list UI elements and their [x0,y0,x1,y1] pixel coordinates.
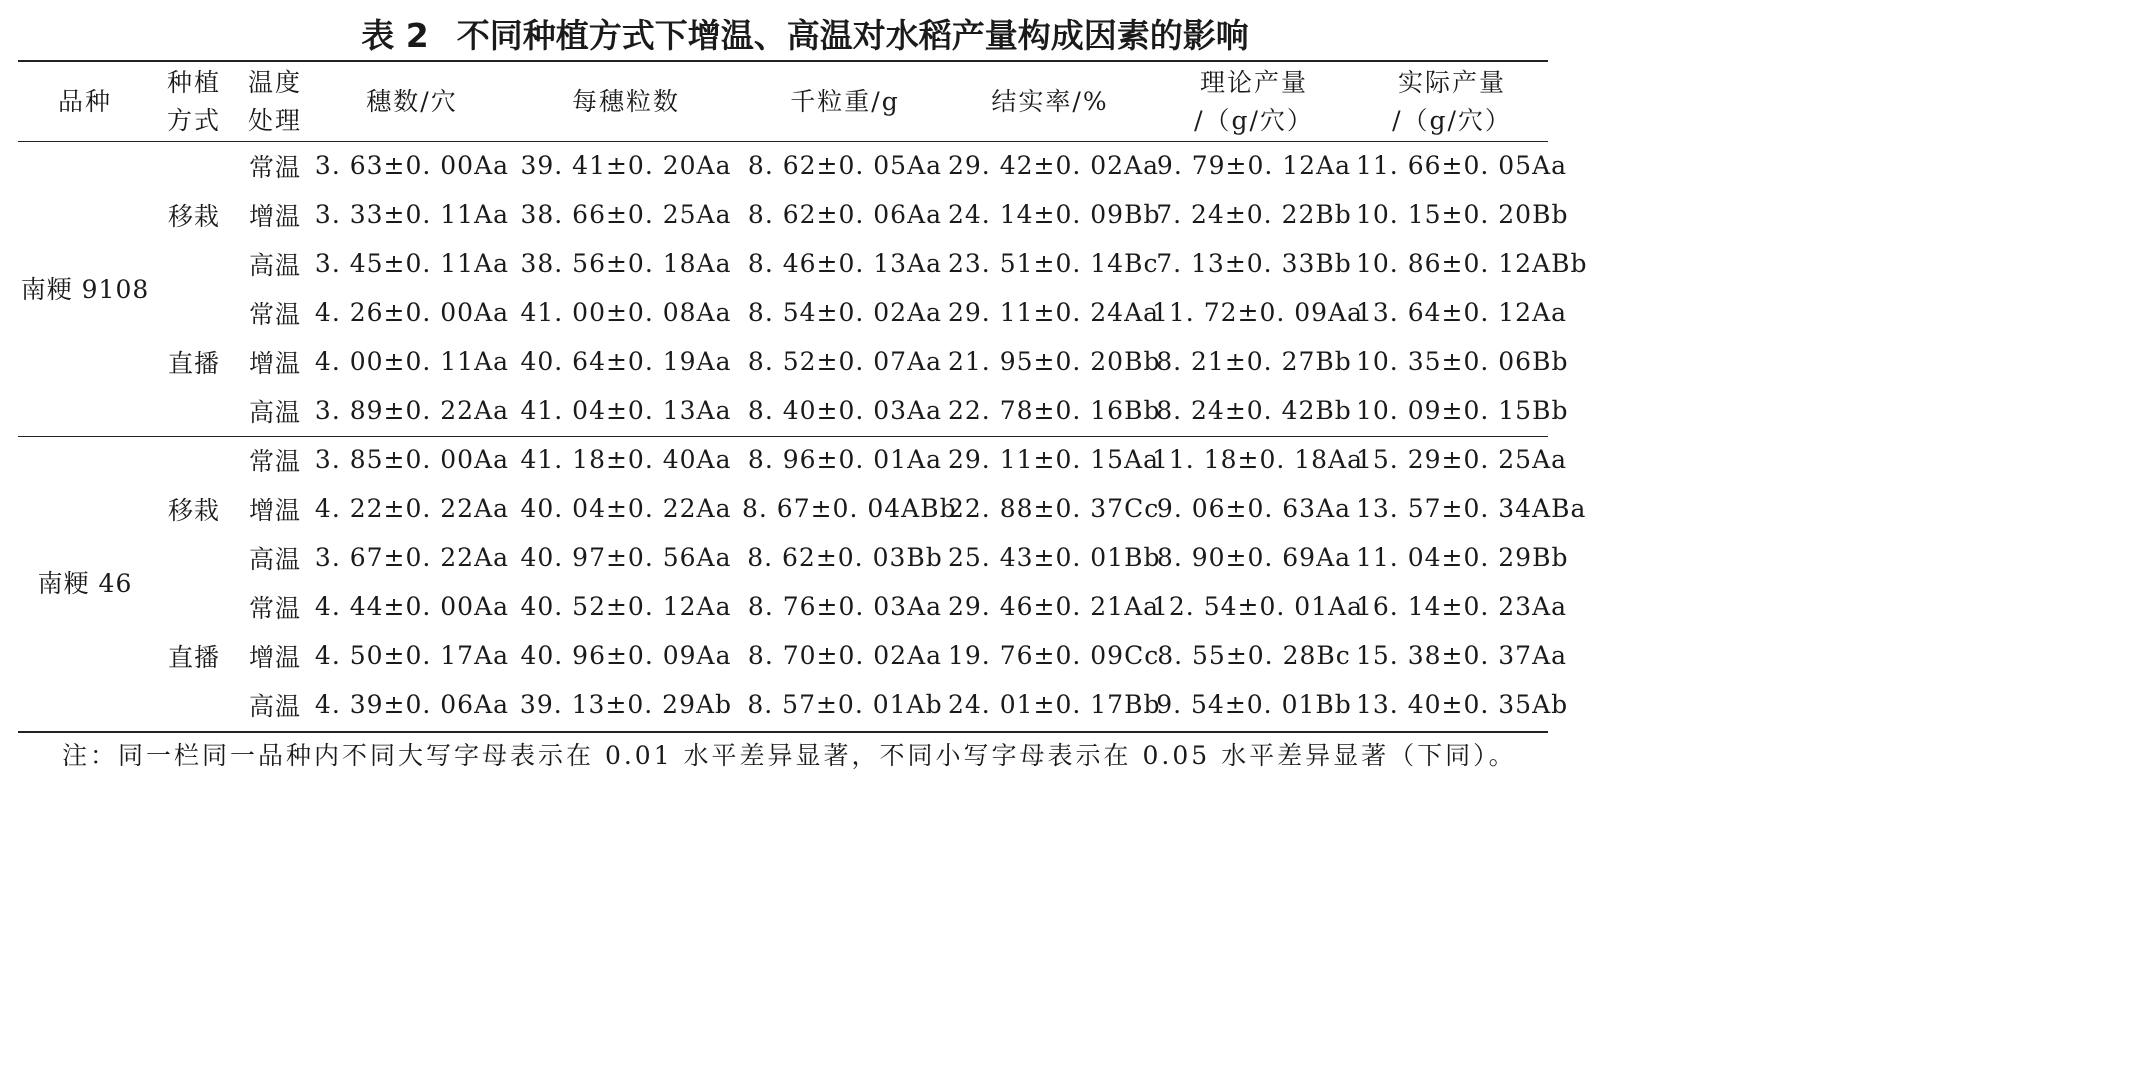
value-cell: 40. 96±0. 09Aa [520,641,732,670]
temp-treatment-cell: 增温 [248,348,301,378]
method-cell: 直播 [167,348,220,378]
table-row [18,582,1548,631]
col-header-panicles: 穗数/穴 [366,86,458,116]
table-row [18,631,1548,680]
col-header-theoretical-yield: 理论产量 /（g/穴） [1194,67,1314,135]
value-cell: 24. 14±0. 09Bb [948,200,1161,229]
col-header-kgw: 千粒重/g [790,86,900,116]
method-cell: 直播 [167,642,220,672]
value-cell: 3. 63±0. 00Aa [314,151,510,180]
value-cell: 29. 11±0. 24Aa [948,298,1160,327]
temp-treatment-cell: 常温 [248,299,301,329]
temp-treatment-cell: 高温 [248,250,301,280]
value-cell: 4. 39±0. 06Aa [314,690,510,719]
bottom-rule [18,731,1548,733]
variety-cell: 南粳 9108 [20,275,150,304]
value-cell: 8. 46±0. 13Aa [747,249,943,278]
value-cell: 15. 38±0. 37Aa [1356,641,1568,670]
value-cell: 10. 86±0. 12ABb [1356,249,1588,278]
value-cell: 40. 97±0. 56Aa [520,543,732,572]
value-cell: 13. 57±0. 34ABa [1356,494,1587,523]
method-cell: 移栽 [167,495,220,525]
value-cell: 3. 33±0. 11Aa [314,200,510,229]
table-row [18,680,1548,729]
value-cell: 8. 21±0. 27Bb [1156,347,1352,376]
value-cell: 29. 11±0. 15Aa [948,445,1160,474]
value-cell: 9. 06±0. 63Aa [1156,494,1352,523]
value-cell: 4. 44±0. 00Aa [314,592,510,621]
temp-treatment-cell: 常温 [248,152,301,182]
value-cell: 8. 55±0. 28Bc [1157,641,1351,670]
value-cell: 8. 57±0. 01Ab [747,690,943,719]
method-cell: 移栽 [167,201,220,231]
value-cell: 15. 29±0. 25Aa [1356,445,1568,474]
value-cell: 25. 43±0. 01Bb [948,543,1161,572]
temp-treatment-cell: 常温 [248,593,301,623]
table-row [18,190,1548,239]
value-cell: 10. 35±0. 06Bb [1356,347,1569,376]
col-header-method: 种植 方式 [166,67,221,135]
value-cell: 9. 54±0. 01Bb [1156,690,1352,719]
value-cell: 8. 40±0. 03Aa [747,396,943,425]
value-cell: 13. 40±0. 35Ab [1356,690,1569,719]
value-cell: 4. 26±0. 00Aa [314,298,510,327]
value-cell: 8. 70±0. 02Aa [747,641,943,670]
value-cell: 29. 42±0. 02Aa [948,151,1160,180]
table-row [18,141,1548,190]
table-row [18,337,1548,386]
value-cell: 11. 04±0. 29Bb [1356,543,1569,572]
header-row [18,62,1548,141]
value-cell: 11. 72±0. 09Aa [1152,298,1364,327]
value-cell: 7. 24±0. 22Bb [1156,200,1352,229]
temp-treatment-cell: 常温 [248,446,301,476]
value-cell: 23. 51±0. 14Bc [948,249,1159,278]
col-header-variety: 品种 [57,86,112,116]
value-cell: 8. 52±0. 07Aa [747,347,943,376]
value-cell: 16. 14±0. 23Aa [1356,592,1568,621]
table-number: 表 2 [361,16,429,55]
value-cell: 41. 04±0. 13Aa [520,396,732,425]
table-row [18,435,1548,484]
temp-treatment-cell: 高温 [248,544,301,574]
value-cell: 8. 62±0. 06Aa [747,200,943,229]
value-cell: 8. 76±0. 03Aa [747,592,943,621]
value-cell: 22. 88±0. 37Cc [948,494,1160,523]
value-cell: 8. 96±0. 01Aa [747,445,943,474]
value-cell: 3. 85±0. 00Aa [314,445,510,474]
col-header-actual-yield: 实际产量 /（g/穴） [1392,67,1512,135]
yield-components-table [18,62,1588,729]
value-cell: 7. 13±0. 33Bb [1156,249,1352,278]
value-cell: 4. 00±0. 11Aa [314,347,510,376]
temp-treatment-cell: 增温 [248,201,301,231]
col-header-seed-setting: 结实率/% [991,86,1109,116]
value-cell: 22. 78±0. 16Bb [948,396,1161,425]
value-cell: 3. 45±0. 11Aa [314,249,510,278]
value-cell: 41. 00±0. 08Aa [520,298,732,327]
value-cell: 10. 15±0. 20Bb [1356,200,1569,229]
value-cell: 8. 90±0. 69Aa [1156,543,1352,572]
value-cell: 8. 62±0. 05Aa [747,151,943,180]
value-cell: 40. 64±0. 19Aa [520,347,732,376]
table-row [18,484,1548,533]
table-row [18,288,1548,337]
value-cell: 3. 67±0. 22Aa [314,543,510,572]
table-row [18,239,1548,288]
temp-treatment-cell: 增温 [248,642,301,672]
value-cell: 10. 09±0. 15Bb [1356,396,1569,425]
value-cell: 11. 66±0. 05Aa [1356,151,1568,180]
table-row [18,533,1548,582]
value-cell: 12. 54±0. 01Aa [1152,592,1364,621]
table-footnote: 注：同一栏同一品种内不同大写字母表示在 0.01 水平差异显著，不同小写字母表示在 0.05 水平差异显著（下同）。 [62,741,1517,770]
value-cell: 38. 66±0. 25Aa [520,200,732,229]
value-cell: 4. 22±0. 22Aa [314,494,510,523]
value-cell: 8. 24±0. 42Bb [1156,396,1352,425]
value-cell: 40. 52±0. 12Aa [520,592,732,621]
table-row [18,386,1548,435]
value-cell: 39. 41±0. 20Aa [520,151,732,180]
temp-treatment-cell: 高温 [248,397,301,427]
value-cell: 29. 46±0. 21Aa [948,592,1160,621]
value-cell: 39. 13±0. 29Ab [519,690,733,719]
value-cell: 13. 64±0. 12Aa [1356,298,1568,327]
value-cell: 4. 50±0. 17Aa [314,641,510,670]
value-cell: 19. 76±0. 09Cc [948,641,1160,670]
temp-treatment-cell: 高温 [248,691,301,721]
value-cell: 38. 56±0. 18Aa [520,249,732,278]
col-header-grains: 每穗粒数 [571,86,680,116]
variety-cell: 南粳 46 [37,569,133,598]
col-header-temp: 温度 处理 [247,67,302,135]
value-cell: 8. 67±0. 04ABb [742,494,957,523]
value-cell: 8. 62±0. 03Bb [747,543,943,572]
value-cell: 11. 18±0. 18Aa [1152,445,1364,474]
temp-treatment-cell: 增温 [248,495,301,525]
value-cell: 21. 95±0. 20Bb [948,347,1161,376]
table-title-text: 不同种植方式下增温、高温对水稻产量构成因素的影响 [456,16,1249,55]
value-cell: 9. 79±0. 12Aa [1156,151,1352,180]
value-cell: 8. 54±0. 02Aa [747,298,943,327]
value-cell: 24. 01±0. 17Bb [948,690,1161,719]
value-cell: 3. 89±0. 22Aa [314,396,510,425]
table-title [0,8,1610,64]
value-cell: 40. 04±0. 22Aa [520,494,732,523]
value-cell: 41. 18±0. 40Aa [520,445,732,474]
